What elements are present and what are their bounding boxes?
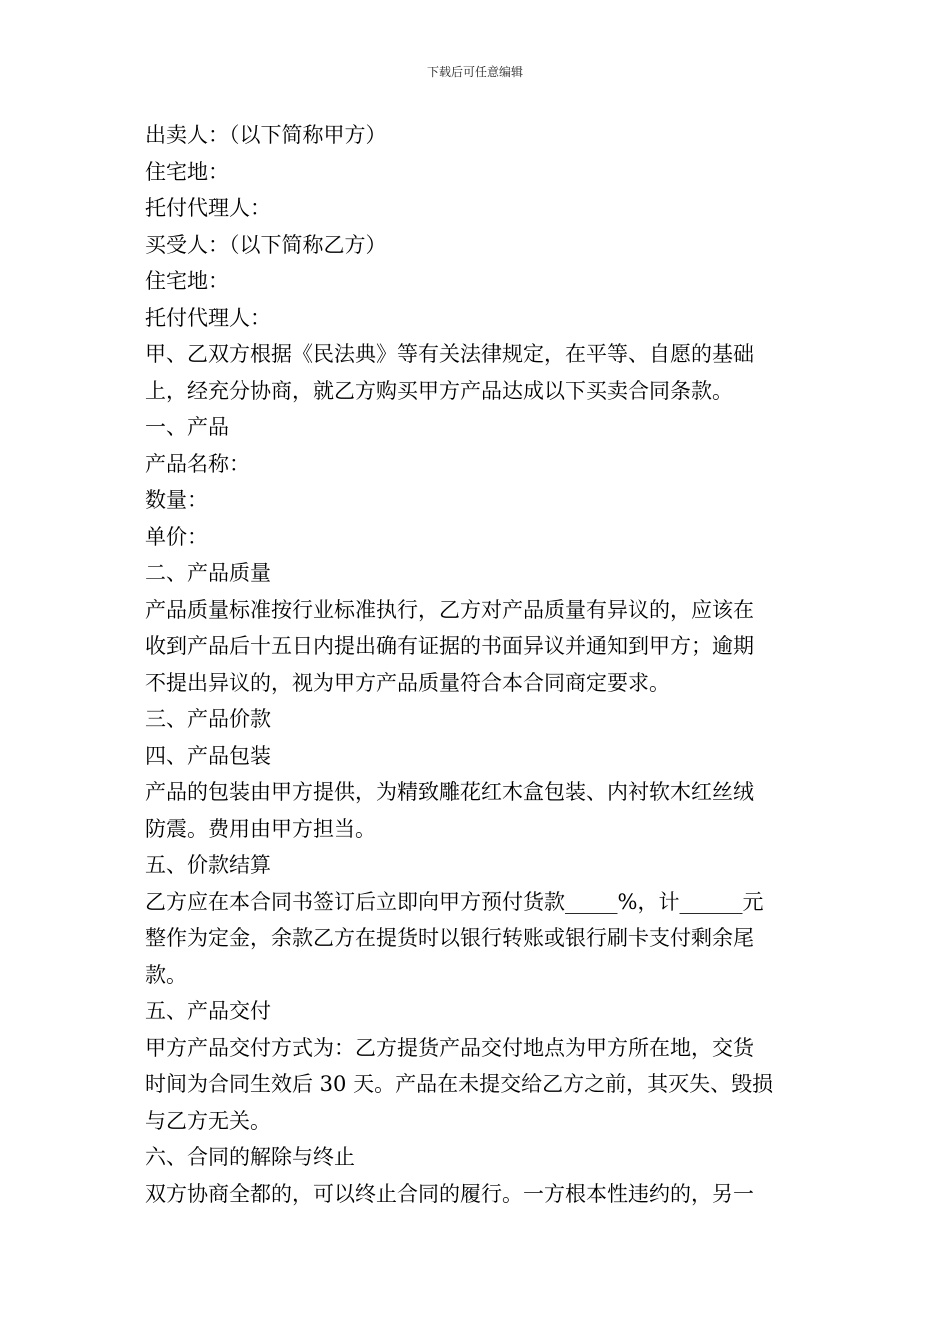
document-body [145, 117, 807, 1212]
termination-line-1: 双方协商全都的，可以终止合同的履行。一方根本性违约的，另一 [145, 1181, 754, 1206]
settlement-line-2: 整作为定金，余款乙方在提货时以银行转账或银行刷卡支付剩余尾 [145, 926, 754, 950]
seller-address-line: 住宅地： [145, 159, 229, 184]
delivery-line-3: 与乙方无关。 [145, 1108, 271, 1133]
buyer-agent-line: 托付代理人： [145, 305, 271, 330]
preamble-line-1: 甲、乙双方根据《民法典》等有关法律规定，在平等、自愿的基础 [145, 342, 754, 366]
section-heading-quality: 二、产品质量 [145, 561, 271, 585]
buyer-line: 买受人：（以下简称乙方） [145, 232, 387, 257]
section-heading-delivery: 五、产品交付 [145, 999, 271, 1023]
page-header: 下载后可任意编辑 [426, 65, 523, 79]
delivery-line-2: 时间为合同生效后 30 天。产品在未提交给乙方之前，其灭失、毁损 [145, 1072, 774, 1096]
quality-line-1: 产品质量标准按行业标准执行，乙方对产品质量有异议的，应该在 [145, 597, 754, 622]
seller-agent-line: 托付代理人： [145, 196, 271, 220]
settlement-line-1: 乙方应在本合同书签订后立即向甲方预付货款_____%，计______元 [145, 889, 764, 914]
product-name-line: 产品名称： [145, 451, 250, 476]
quantity-line: 数量： [145, 488, 208, 512]
unit-price-line: 单价： [145, 524, 208, 549]
section-heading-termination: 六、合同的解除与终止 [145, 1145, 355, 1169]
preamble-line-2: 上，经充分协商，就乙方购买甲方产品达成以下买卖合同条款。 [145, 378, 733, 403]
quality-line-2: 收到产品后十五日内提出确有证据的书面异议并通知到甲方；逾期 [145, 634, 754, 658]
seller-line: 出卖人：（以下简称甲方） [145, 123, 387, 147]
section-heading-settlement: 五、价款结算 [145, 853, 271, 877]
quality-line-3: 不提出异议的，视为甲方产品质量符合本合同商定要求。 [145, 670, 670, 695]
delivery-line-1: 甲方产品交付方式为：乙方提货产品交付地点为甲方所在地，交货 [145, 1035, 754, 1060]
packaging-line-1: 产品的包装由甲方提供，为精致雕花红木盒包装、内衬软木红丝绒 [145, 780, 754, 804]
section-heading-packaging: 四、产品包装 [145, 743, 271, 768]
settlement-line-3: 款。 [145, 962, 187, 987]
buyer-address-line: 住宅地： [145, 269, 229, 293]
section-heading-product: 一、产品 [145, 415, 229, 439]
packaging-line-2: 防震。费用由甲方担当。 [145, 816, 376, 841]
section-heading-price: 三、产品价款 [145, 707, 271, 731]
